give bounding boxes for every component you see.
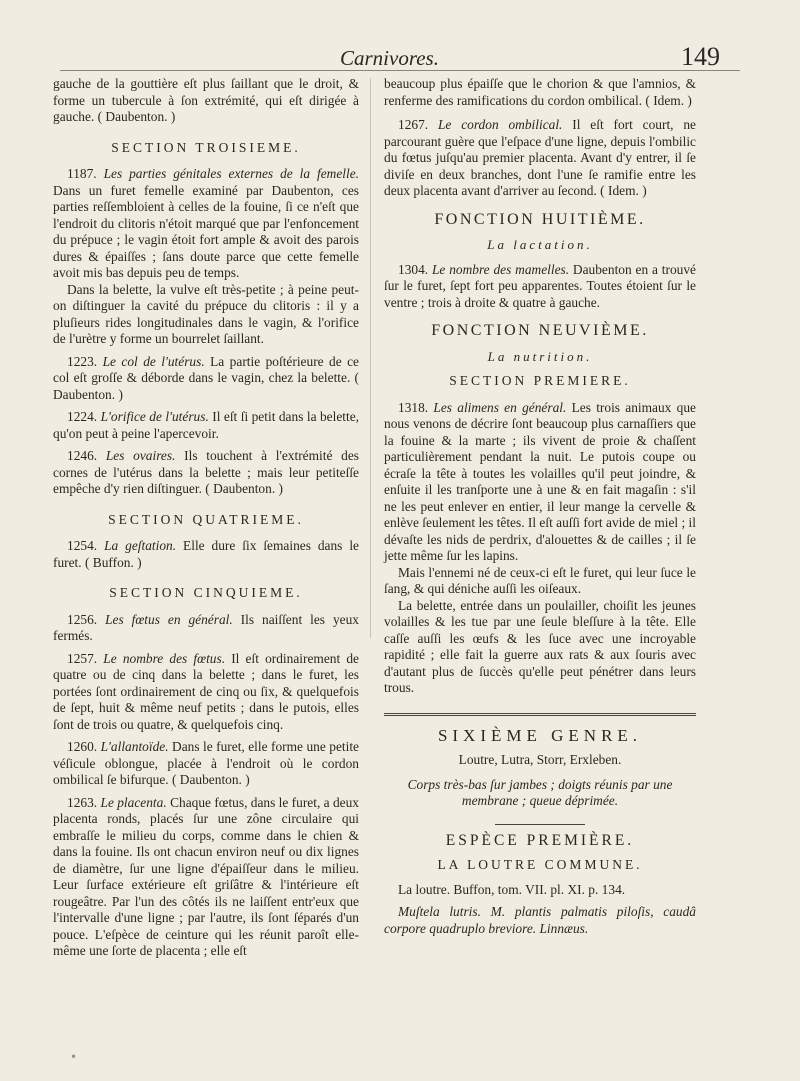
fonction-heading: FONCTION NEUVIÈME. [431, 322, 649, 339]
paragraph-number: 1260. [67, 739, 98, 754]
paragraph-1223 [53, 354, 359, 404]
paragraph-title: Les alimens en général. [433, 399, 567, 415]
paragraph-text: Elle dure ſix ſemaines dans le furet. ( Buffon. ) [53, 538, 359, 570]
paragraph-1256 [53, 612, 359, 645]
paragraph-number: 1257. [67, 650, 98, 666]
paragraph-1304 [384, 262, 696, 312]
paragraph-text: Ils naiſſent les yeux fermés. [53, 611, 359, 643]
paragraph-1254 [53, 538, 359, 571]
genre-names: Loutre, Lutra, Storr, Erxleben. [458, 752, 622, 767]
genre-rule [384, 713, 696, 716]
paragraph-number: 1263. [67, 794, 98, 810]
paragraph-title: L'allantoïde. [100, 739, 169, 754]
paragraph-text: Les trois animaux que nous venons de décrire ſont beaucoup plus carnaſſiers que la fouine & la marte ; ils vivent de proie & chaſſent particulièrement pendant la nuit. Le putois coupe ou écraſe la tête à toutes les volailles qu'il peut joindre, & enſuite il les tranſporte une à une & en fait magaſin : s'il ne les peut enlever en entier, il leur mange la cervelle & enlève ſeulement les têtes. Il eſt auſſi fort avide de miel ; il dévaſte les nids de perdrix, d'alouettes & de cailles ; il ſe jette même ſur les lapins. [384, 399, 696, 563]
paragraph-number: 1267. [398, 117, 429, 132]
paragraph-title: Les ovaires. [105, 448, 176, 463]
paragraph-title: La geſtation. [104, 538, 177, 553]
paragraph-1263 [53, 795, 359, 960]
section-heading: SECTION QUATRIEME. [108, 511, 304, 527]
paragraph-text: Daubenton en a trouvé ſur le furet, ſept fort peu apparentes. Toutes étoient ſur le ventre ; trois à droite & quatre à gauche. [384, 261, 696, 310]
fonction-heading: FONCTION HUITIÈME. [434, 210, 646, 228]
paragraph-title: Le col de l'utérus. [102, 353, 205, 369]
page-header [60, 40, 740, 76]
paragraph-1187 [53, 166, 359, 282]
header-rule [60, 70, 740, 71]
paragraph-title: Le nombre des fœtus. [103, 650, 226, 666]
paragraph-number: 1304. [398, 261, 429, 277]
paragraph: gauche de la gouttière eſt plus ſaillant que le droit, & forme un tubercule à ſon extrémité, qui eſt dirigée à gauche. ( Daubenton. ) [53, 76, 359, 124]
paragraph-number: 1318. [398, 399, 429, 415]
paragraph-number: 1256. [67, 611, 98, 627]
page-number: 149 [681, 42, 720, 71]
paragraph-1224 [53, 409, 359, 442]
column-divider [370, 78, 371, 638]
paragraph-text: Il eſt ordinairement de quatre ou de cinq dans la belette ; dans le furet, les portées ſont ordinairement de cinq ou ſix, & quelquefois de ſept, huit & même neuf petits ; dans le putois, elles ſont de trois ou quatre, & quelquefois cinq. [53, 650, 359, 732]
reference-buffon: La loutre. Buffon, tom. VII. pl. XI. p. 134. [398, 881, 626, 897]
paragraph-1257 [53, 651, 359, 734]
paragraph-text: Il eſt fort court, ne parcourant guère que l'eſpace d'une ligne, depuis l'ombilic du fœtus juſqu'au premier placenta. Avant d'y entrer, il ſe diviſe en deux branches, dont l'une ſe ramifie entre les deux placenta avant d'arriver au ſecond. ( Idem. ) [384, 117, 696, 198]
paragraph-text: Dans un furet femelle examiné par Daubenton, ces parties reſſembloient à celles de la fouine, ſi ce n'eſt que l'endroit du clitoris n'étoit marqué que par l'enfoncement du prépuce ; le vagin étoit fort ample & avoit des parois dures & épaiſſes ; ſans doute parce que cette femelle avoit mis bas depuis peu de temps. [53, 182, 359, 280]
espece-heading: ESPÈCE PREMIÈRE. [445, 831, 635, 849]
paragraph-title: Les parties génitales externes de la femelle. [103, 166, 359, 181]
left-column [53, 76, 359, 1081]
section-heading: SECTION PREMIERE. [449, 373, 631, 388]
paragraph-title: Le cordon ombilical. [437, 117, 563, 132]
paragraph-number: 1224. [67, 409, 98, 424]
paragraph-number: 1254. [67, 538, 98, 553]
paragraph: La belette, entrée dans un poulailler, choiſit les jeunes volailles & les tue par une ſeule bleſſure à la tête. Elle caſſe auſſi les œufs & les ſuce avec une incroyable rapidité ; elle fait la guerre aux rats & aux ſouris avec d'autant plus de ſuccès qu'elle peut pénétrer dans leurs trous. [384, 597, 696, 695]
paragraph-1260 [53, 739, 359, 789]
paragraph-text: Ils touchent à l'extrémité des cornes de l'utérus dans la belette ; mais leur petiteſſe empêche d'y rien diſtinguer. ( Daubenton. ) [53, 448, 359, 496]
reference-linnaeus: Muſtela lutris. M. plantis palmatis piloſis, caudâ corpore quadruplo breviore. Linnæus. [384, 904, 696, 936]
paragraph-1318 [384, 400, 696, 565]
right-column [384, 76, 696, 1081]
genre-heading: SIXIÈME GENRE. [437, 725, 643, 745]
paragraph-number: 1246. [67, 448, 98, 463]
paragraph: beaucoup plus épaiſſe que le chorion & que l'amnios, & renferme des ramifications du cordon ombilical. ( Idem. ) [384, 76, 696, 108]
running-title: Carnivores. [340, 46, 439, 70]
paragraph-title: L'orifice de l'utérus. [100, 409, 209, 424]
espece-rule [495, 824, 585, 825]
paragraph-title: Le placenta. [100, 794, 167, 810]
paragraph-number: 1187. [67, 166, 97, 181]
genre-description: Corps très-bas ſur jambes ; doigts réunis par une membrane ; queue déprimée. [407, 776, 673, 808]
paragraph-title: Les fœtus en général. [105, 611, 233, 627]
paragraph-1246 [53, 448, 359, 498]
paragraph-1267 [384, 117, 696, 200]
paragraph-text: La partie poſtérieure de ce col eſt groſſe & déborde dans le vagin, chez la belette. ( Daubenton. ) [53, 353, 359, 402]
paragraph: Mais l'ennemi né de ceux-ci eſt le furet, qui leur ſuce le ſang, & qui déniche auſſi les oiſeaux. [384, 564, 696, 596]
paragraph-text: Il eſt ſi petit dans la belette, qu'on peut à peine l'apercevoir. [53, 409, 359, 441]
paragraph-number: 1223. [67, 353, 98, 369]
section-heading: SECTION CINQUIEME. [109, 585, 303, 600]
paragraph-text: Dans le furet, elle forme une petite véſicule oblongue, placée à l'endroit où le cordon ombilical ſe bifurque. ( Daubenton. ) [53, 739, 359, 787]
paragraph-title: Le nombre des mamelles. [431, 261, 570, 277]
species-name: LA LOUTRE COMMUNE. [437, 857, 643, 872]
subheading: La nutrition. [487, 348, 593, 364]
subheading: La lactation. [487, 237, 593, 252]
paragraph-text: Chaque fœtus, dans le furet, a deux placenta ronds, placés ſur une zône circulaire qui embraſſe le milieu du corps, comme dans le chien & dans la fouine. Ils ont chacun environ neuf ou dix lignes de diamètre, ſur une ligne d'épaiſſeur dans le milieu. Leur ſurface extérieure eſt griſâtre & l'intérieure eſt rougeâtre. Par l'un des côtés ils ne laiſſent entr'eux que l'intervalle d'une ligne ; par l'autre, ils ſont ſéparés d'un pouce. L'eſpèce de ceinture qui les réunit paroît elle-même une ſorte de placenta ; elle eſt [53, 794, 359, 958]
section-heading: SECTION TROISIEME. [111, 139, 301, 155]
stray-mark: • [70, 1050, 78, 1064]
paragraph: Dans la belette, la vulve eſt très-petite ; à peine peut-on diſtinguer la cavité du prépuce du clitoris : il y a pluſieurs rides longitudinales dans le vagin, & l'orifice de l'urètre y forme un bourrelet ſaillant. [53, 281, 359, 346]
